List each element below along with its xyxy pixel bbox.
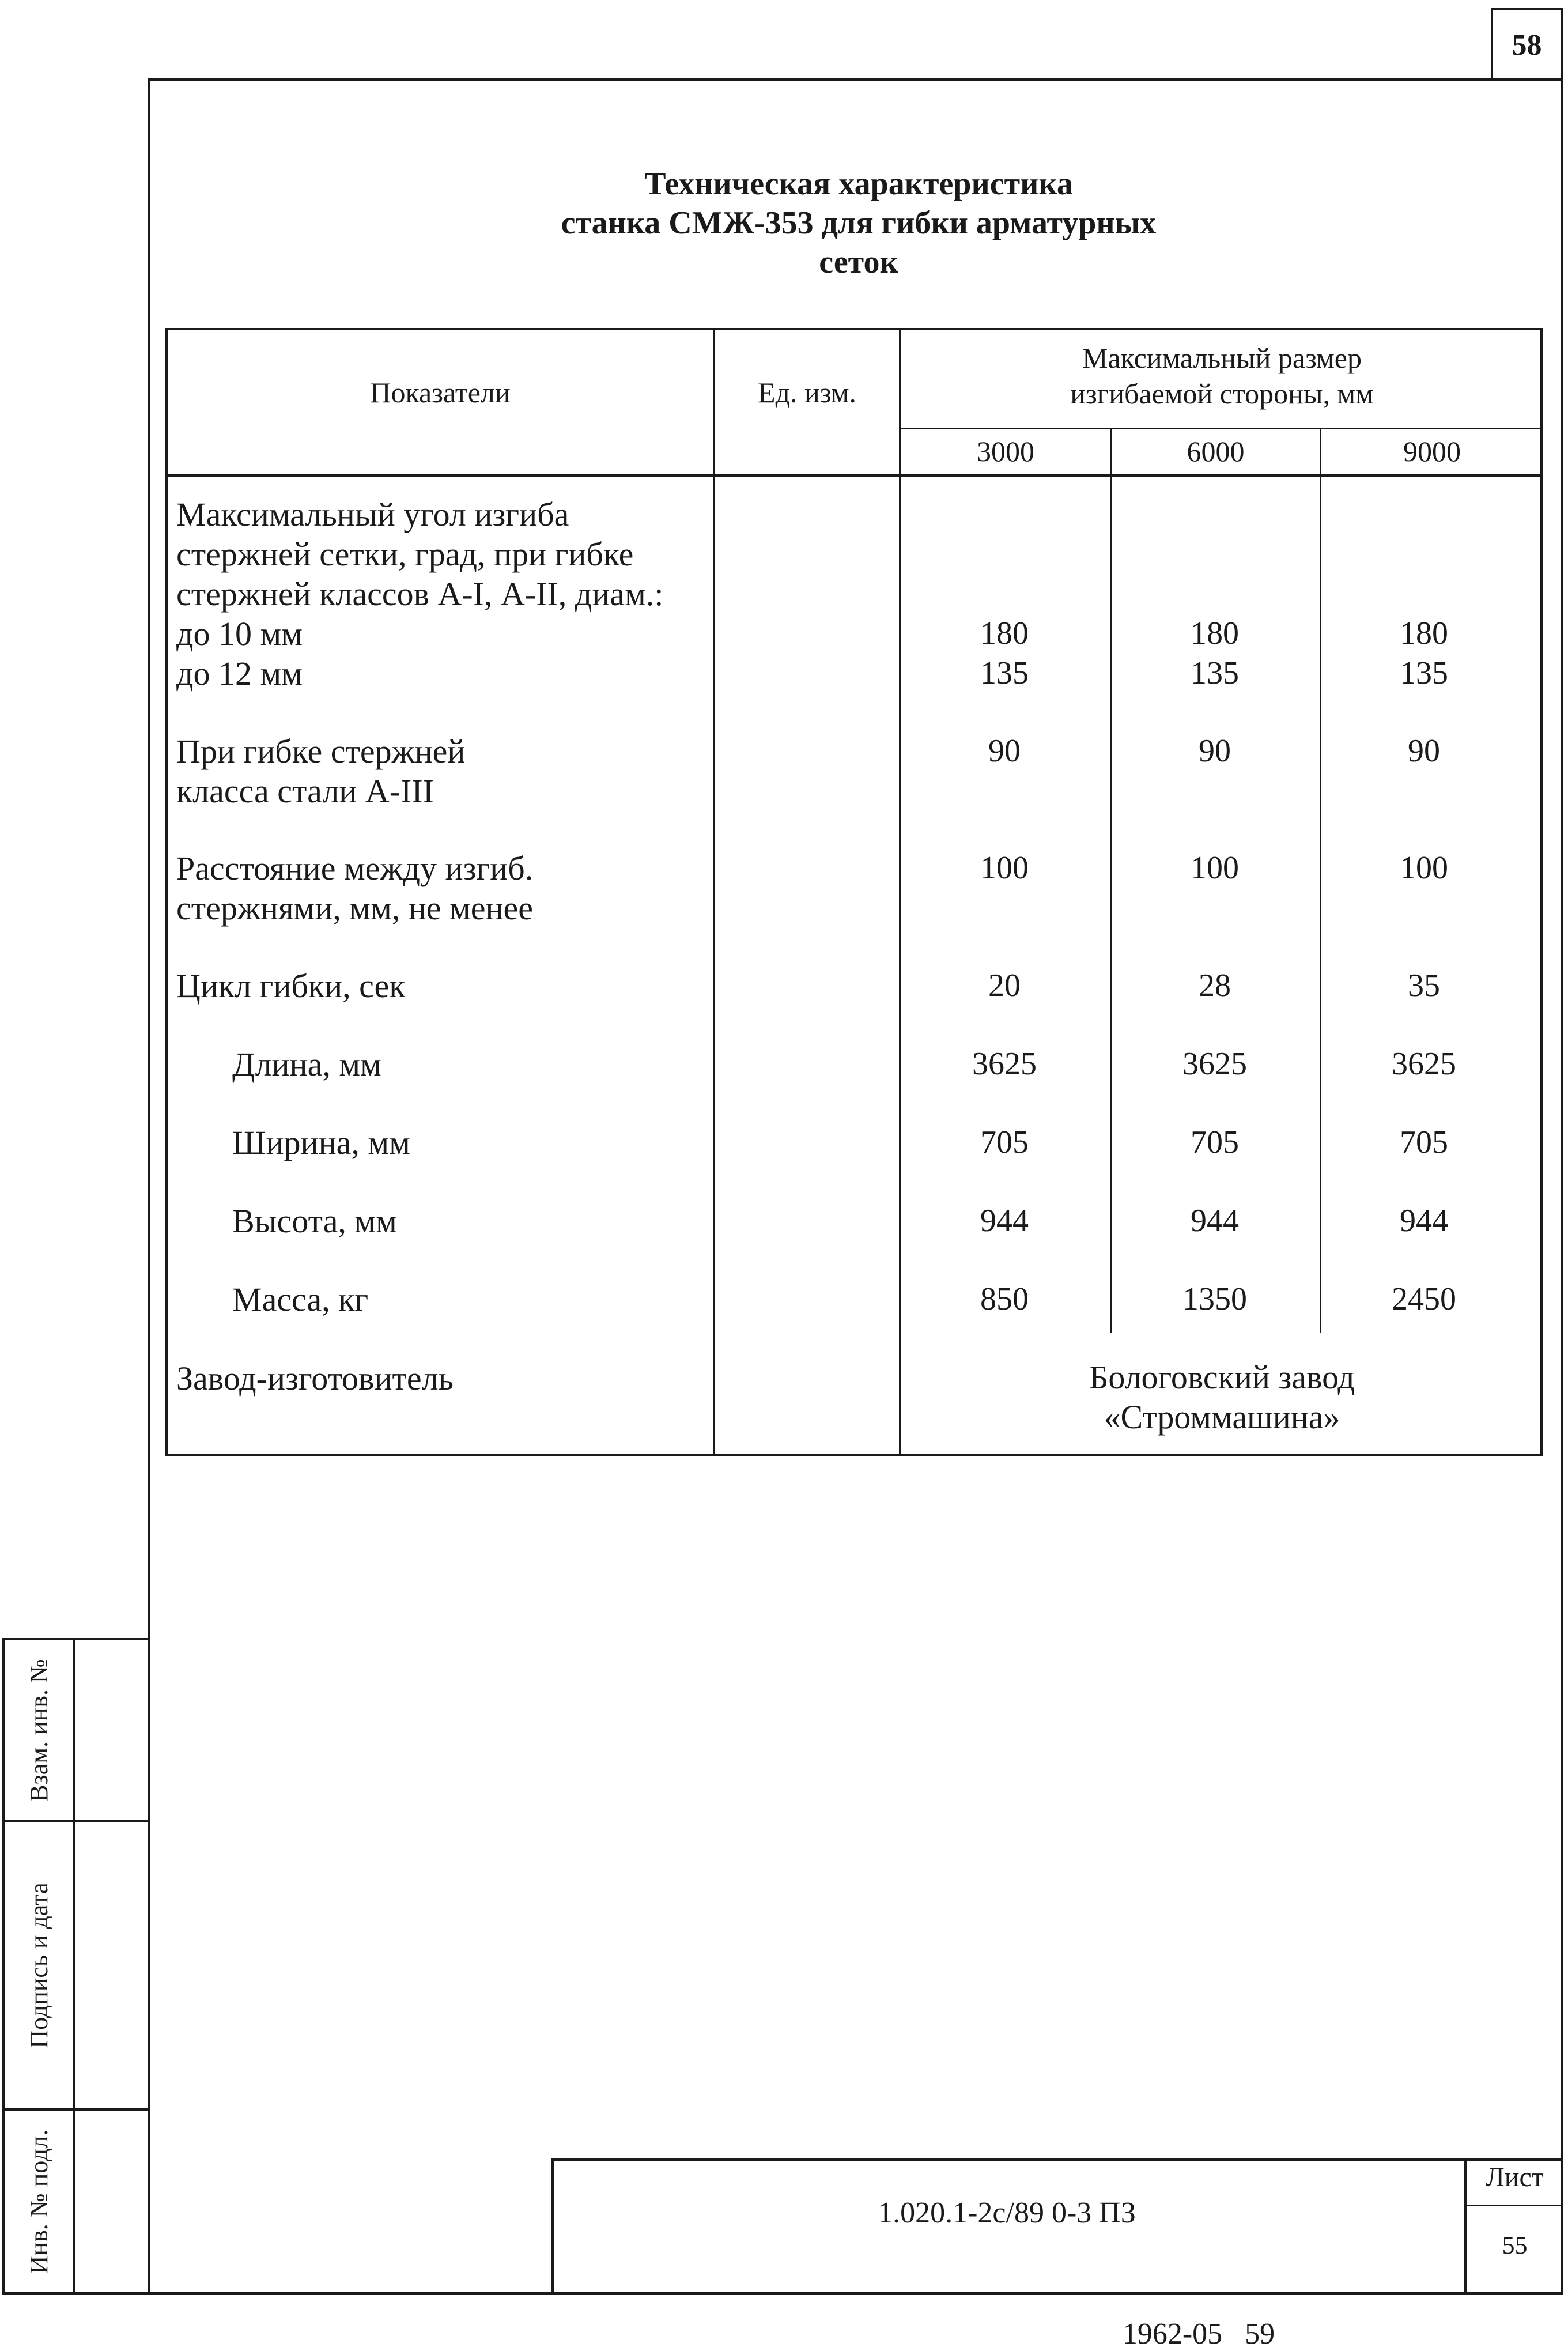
label-line: Расстояние между изгиб. [176, 850, 534, 887]
cell-value: 705 [980, 1124, 1029, 1160]
row-label-mass: Масса, кг [232, 1281, 369, 1318]
header-max-size-line: изгибаемой стороны, мм [1070, 378, 1374, 410]
stamp-inv-original: Инв. № подл. [25, 2129, 53, 2274]
sheet-number: 55 [1502, 2231, 1528, 2259]
stamp-replaced-inv: Взам. инв. № [25, 1659, 53, 1802]
document-title [403, 164, 1314, 282]
stamp-bottom-line [2, 2292, 148, 2295]
stamp-signature-date: Подпись и дата [25, 1882, 53, 2048]
title-line: сеток [819, 244, 898, 280]
stamp-mid-line [73, 1638, 75, 2295]
row-label-upto12: до 12 мм [176, 655, 303, 692]
label-line: класса стали А-III [176, 772, 434, 810]
cell-value: 28 [1199, 968, 1231, 1003]
cell-value: 20 [988, 968, 1021, 1003]
label-line: При гибке стержней [176, 733, 466, 770]
row-label-height: Высота, мм [232, 1202, 397, 1240]
stamp-left-line [2, 1638, 5, 2295]
document-code: 1.020.1-2с/89 0-3 ПЗ [878, 2197, 1136, 2229]
header-size-6000: 6000 [1187, 435, 1245, 467]
row-label-upto10: до 10 мм [176, 615, 303, 652]
title-line: станка СМЖ-353 для гибки арматурных [561, 205, 1157, 241]
header-size-3000: 3000 [977, 435, 1034, 467]
header-indicators: Показатели [370, 376, 511, 409]
cell-value: 180 [1400, 616, 1448, 651]
cell-value: 3625 [1182, 1046, 1247, 1082]
row-label-manufacturer: Завод-изготовитель [176, 1360, 454, 1397]
cell-value: 135 [980, 655, 1029, 691]
stamp-sep-line [2, 2108, 148, 2111]
sheet-label: Лист [1486, 2162, 1544, 2192]
row-label-a3 [176, 731, 465, 811]
manufacturer-line: «Строммашина» [1104, 1398, 1340, 1436]
footer-code: 1962-05 59 [1122, 2318, 1275, 2350]
cell-value: 944 [1400, 1203, 1448, 1239]
titleblock-sheet-line [1464, 2205, 1563, 2206]
col-sep-unit [713, 328, 715, 1456]
cell-value: 90 [988, 733, 1021, 769]
cell-value: 35 [1408, 968, 1440, 1003]
row-label-width: Ширина, мм [232, 1124, 410, 1161]
label-line: стержней классов А-I, А-II, диам.: [176, 575, 664, 613]
label-line: стержней сетки, град, при гибке [176, 535, 634, 573]
header-unit: Ед. изм. [758, 376, 856, 409]
cell-value: 90 [1199, 733, 1231, 769]
cell-value: 1350 [1182, 1281, 1247, 1317]
cell-value: 2450 [1392, 1281, 1456, 1317]
page-number-text: 58 [1512, 29, 1542, 62]
cell-value: 100 [1400, 850, 1448, 886]
row-label-length: Длина, мм [232, 1046, 381, 1083]
cell-value: 705 [1191, 1124, 1239, 1160]
cell-value: 100 [1191, 850, 1239, 886]
cell-value: 100 [980, 850, 1029, 886]
header-size-9000: 9000 [1403, 435, 1461, 467]
label-line: Максимальный угол изгиба [176, 496, 569, 533]
cell-value: 135 [1400, 655, 1448, 691]
titleblock-top-line [551, 2158, 1563, 2161]
title-line: Техническая характеристика [644, 166, 1073, 202]
cell-value: 180 [980, 616, 1029, 651]
manufacturer-line: Бологовский завод [1089, 1358, 1355, 1396]
header-max-size [901, 340, 1543, 412]
cell-value: 3625 [972, 1046, 1037, 1082]
header-sub-line [899, 428, 1543, 429]
cell-value: 944 [1191, 1203, 1239, 1239]
cell-value: 705 [1400, 1124, 1448, 1160]
page-number [1491, 8, 1563, 80]
row-label-cycle: Цикл гибки, сек [176, 967, 406, 1005]
header-max-size-line: Максимальный размер [1082, 342, 1362, 374]
stamp-sep-line [2, 1820, 148, 1822]
cell-value: 944 [980, 1203, 1029, 1239]
cell-value: 135 [1191, 655, 1239, 691]
manufacturer-value [901, 1357, 1543, 1437]
label-line: стержнями, мм, не менее [176, 889, 534, 927]
row-label-max-angle [176, 495, 663, 614]
header-bottom-line [165, 474, 1543, 477]
cell-value: 90 [1408, 733, 1440, 769]
row-label-distance [176, 848, 533, 928]
cell-value: 180 [1191, 616, 1239, 651]
cell-value: 850 [980, 1281, 1029, 1317]
cell-value: 3625 [1392, 1046, 1456, 1082]
